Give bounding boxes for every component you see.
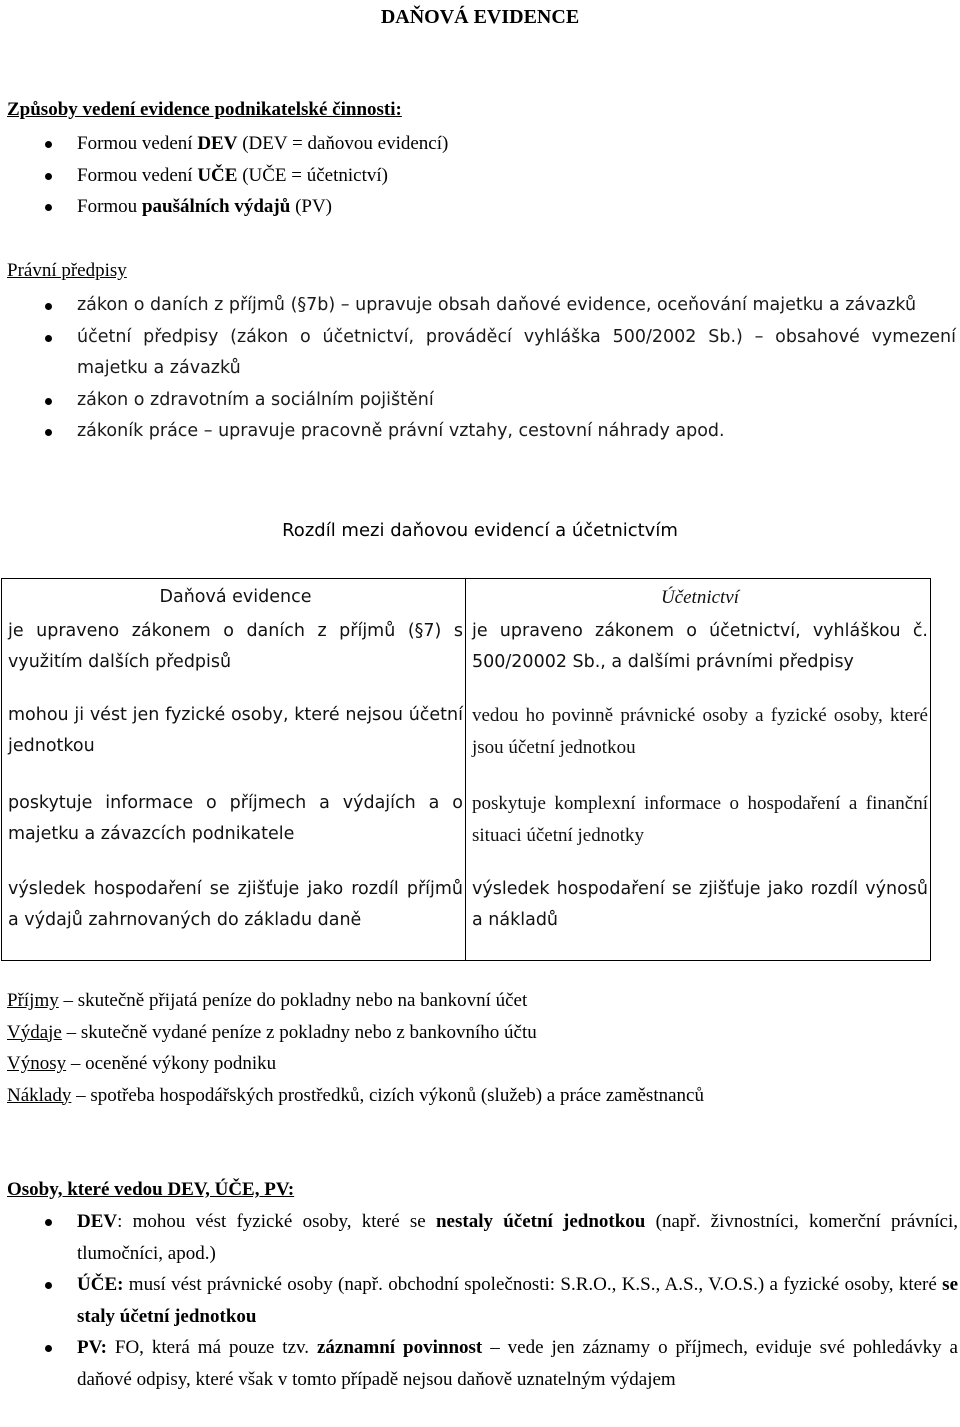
table-cell: výsledek hospodaření se zjišťuje jako rozdíl výnosů a nákladů: [466, 874, 931, 960]
list-item: PV: FO, která má pouze tzv. záznamní povinnost – vede jen záznamy o příjmech, eviduje své pohledávky a daňové odpisy, které však v tomto případě nejsou daňově uznatelným výdajem: [0, 1332, 960, 1395]
table-cell: mohou ji vést jen fyzické osoby, které nejsou účetní jednotkou: [2, 700, 466, 788]
table-row: [2, 700, 931, 788]
table-cell: výsledek hospodaření se zjišťuje jako rozdíl příjmů a výdajů zahrnovaných do základu daně: [2, 874, 466, 960]
legal-list: [0, 290, 960, 448]
column-header-left: Daňová evidence: [2, 579, 466, 617]
list-item: zákoník práce – upravuje pracovně právní vztahy, cestovní náhrady apod.: [0, 416, 960, 448]
list-item: zákon o daních z příjmů (§7b) – upravuje obsah daňové evidence, oceňování majetku a závazků: [0, 290, 960, 322]
definitions: [7, 985, 704, 1111]
table-cell: poskytuje komplexní informace o hospodaření a finanční situaci účetní jednotky: [466, 788, 931, 874]
legal-heading: Právní předpisy: [7, 260, 127, 281]
list-item: Formou vedení DEV (DEV = daňovou evidencí): [0, 128, 960, 160]
table-cell: je upraveno zákonem o účetnictví, vyhláškou č. 500/20002 Sb., a dalšími právními předpisy: [466, 616, 931, 700]
table-row: [2, 788, 931, 874]
list-item: Formou vedení UČE (UČE = účetnictví): [0, 160, 960, 192]
list-item: DEV: mohou vést fyzické osoby, které se nestaly účetní jednotkou (např. živnostníci, komerční právníci, tlumočníci, apod.): [0, 1206, 960, 1269]
table-cell: poskytuje informace o příjmech a výdajích a o majetku a závazcích podnikatele: [2, 788, 466, 874]
persons-heading: Osoby, které vedou DEV, ÚČE, PV:: [7, 1179, 295, 1200]
column-header-right: Účetnictví: [466, 579, 931, 617]
list-item: ÚČE: musí vést právnické osoby (např. obchodní společnosti: S.R.O., K.S., A.S., V.O.S.) a fyzické osoby, které se staly účetní jednotkou: [0, 1269, 960, 1332]
list-item: Formou paušálních výdajů (PV): [0, 191, 960, 223]
table-cell: vedou ho povinně právnické osoby a fyzické osoby, které jsou účetní jednotkou: [466, 700, 931, 788]
ways-list: [0, 128, 960, 223]
definition-item: Příjmy – skutečně přijatá peníze do pokladny nebo na bankovní účet: [7, 990, 528, 1011]
page-title: DAŇOVÁ EVIDENCE: [380, 6, 580, 28]
persons-list: [0, 1206, 960, 1395]
table-header-row: [2, 579, 931, 617]
table-cell: je upraveno zákonem o daních z příjmů (§7) s využitím dalších předpisů: [2, 616, 466, 700]
comparison-table: [1, 578, 931, 961]
list-item: účetní předpisy (zákon o účetnictví, prováděcí vyhláška 500/2002 Sb.) – obsahové vymezení majetku a závazků: [0, 322, 960, 385]
ways-heading: Způsoby vedení evidence podnikatelské činnosti:: [7, 99, 402, 120]
table-row: [2, 616, 931, 700]
table-row: [2, 874, 931, 960]
definition-item: Náklady – spotřeba hospodářských prostředků, cizích výkonů (služeb) a práce zaměstnanců: [7, 1084, 704, 1106]
comparison-title: Rozdíl mezi daňovou evidencí a účetnictvím: [282, 520, 678, 541]
list-item: zákon o zdravotním a sociálním pojištění: [0, 385, 960, 417]
definition-item: Výnosy – oceněné výkony podniku: [7, 1053, 277, 1074]
definition-item: Výdaje – skutečně vydané peníze z pokladny nebo z bankovního účtu: [7, 1021, 537, 1043]
